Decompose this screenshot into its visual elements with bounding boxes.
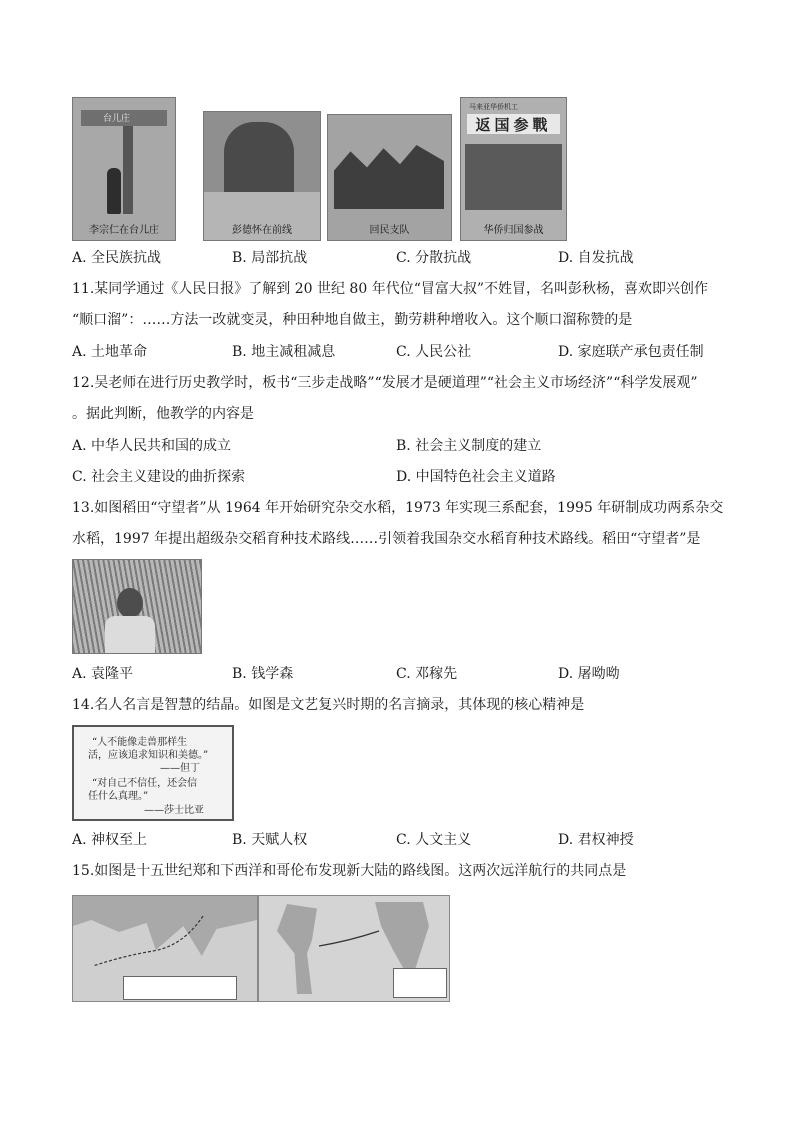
q13-stem-line2: 水稻，1997 年提出超级杂交稻育种技术路线……引领着我国杂交水稻育种技术路线。稻田“守望者”是 <box>72 531 701 547</box>
photo-caption: 回民支队 <box>369 225 410 236</box>
q10-option-a[interactable]: A. 全民族抗战 <box>72 250 162 266</box>
q14-option-c[interactable]: C. 人文主义 <box>396 832 472 848</box>
troops-silhouette <box>334 145 444 209</box>
q10-option-b[interactable]: B. 局部抗战 <box>232 250 308 266</box>
scientist-body <box>105 616 155 653</box>
map-columbus-voyages <box>258 895 450 1002</box>
q11-option-c[interactable]: C. 人民公社 <box>396 344 472 360</box>
photo-li-zongren <box>72 97 176 241</box>
q12-option-a[interactable]: A. 中华人民共和国的成立 <box>72 438 232 454</box>
map-legend <box>123 976 237 1000</box>
q10-option-c[interactable]: C. 分散抗战 <box>396 250 472 266</box>
quote1-author: ——但丁 <box>160 763 200 774</box>
q14-option-b[interactable]: B. 天赋人权 <box>232 832 308 848</box>
q13-option-a[interactable]: A. 袁隆平 <box>72 666 134 682</box>
quote1-line2: 活，应该追求知识和美德。” <box>88 750 209 761</box>
q11-option-b[interactable]: B. 地主减租减息 <box>232 344 336 360</box>
newspaper-banner: 马来亚华侨机工 <box>469 103 518 111</box>
q11-option-a[interactable]: A. 土地革命 <box>72 344 148 360</box>
photo-hui-detachment <box>327 114 452 241</box>
q12-option-c[interactable]: C. 社会主义建设的曲折探索 <box>72 469 246 485</box>
crowd-image <box>465 144 562 210</box>
soldiers-silhouette <box>224 122 294 202</box>
quote-card <box>72 725 234 821</box>
q12-stem-line2: 。据此判断，他教学的内容是 <box>72 406 254 422</box>
q13-option-c[interactable]: C. 邓稼先 <box>396 666 458 682</box>
q12-option-b[interactable]: B. 社会主义制度的建立 <box>396 438 542 454</box>
q13-option-b[interactable]: B. 钱学森 <box>232 666 294 682</box>
quote2-author: ——莎士比亚 <box>144 805 204 816</box>
q12-stem-line1: 12.吴老师在进行历史教学时，板书“三步走战略”“发展才是硬道理”“社会主义市场经济”“科学发展观” <box>72 375 698 391</box>
q14-option-a[interactable]: A. 神权至上 <box>72 832 148 848</box>
quote2-line1: “对自己不信任，还会信 <box>92 778 198 789</box>
quote1-line1: “人不能像走兽那样生 <box>92 737 188 748</box>
person-figure <box>107 168 121 214</box>
q12-option-d[interactable]: D. 中国特色社会主义道路 <box>396 469 556 485</box>
q14-stem-line1: 14.名人名言是智慧的结晶。如图是文艺复兴时期的名言摘录，其体现的核心精神是 <box>72 697 585 713</box>
photo-peng-dehuai <box>203 111 321 241</box>
q11-stem-line2: “顺口溜”：……方法一改就变灵，种田种地自做主，勤劳耕种增收入。这个顺口溜称赞的是 <box>72 312 633 328</box>
q15-stem-line1: 15.如图是十五世纪郑和下西洋和哥伦布发现新大陆的路线图。这两次远洋航行的共同点是 <box>72 863 627 879</box>
arch-pillar <box>123 126 133 214</box>
photo-caption: 李宗仁在台儿庄 <box>89 225 159 236</box>
quote2-line2: 任什么真理。” <box>88 791 149 802</box>
arch-sign: 台儿庄 <box>103 114 131 124</box>
photo-caption: 华侨归国参战 <box>483 225 544 236</box>
q10-option-d[interactable]: D. 自发抗战 <box>558 250 634 266</box>
map-legend <box>393 968 447 998</box>
map-zheng-he-voyages <box>72 895 258 1002</box>
q14-option-d[interactable]: D. 君权神授 <box>558 832 634 848</box>
q13-stem-line1: 13.如图稻田“守望者”从 1964 年开始研究杂交水稻，1973 年实现三系配套，1995 年研制成功两系杂交 <box>72 500 724 516</box>
newspaper-headline: 返国参戰 <box>467 114 560 134</box>
scientist-face <box>117 588 143 618</box>
photo-rice-field-scientist <box>72 559 202 654</box>
photo-caption: 彭德怀在前线 <box>232 225 292 236</box>
q13-option-d[interactable]: D. 屠呦呦 <box>558 666 620 682</box>
photo-overseas-chinese <box>460 97 567 241</box>
q11-option-d[interactable]: D. 家庭联产承包责任制 <box>558 344 704 360</box>
q11-stem-line1: 11.某同学通过《人民日报》了解到 20 世纪 80 年代位“冒富大叔”不姓冒，名叫彭秋杨，喜欢即兴创作 <box>72 281 709 297</box>
